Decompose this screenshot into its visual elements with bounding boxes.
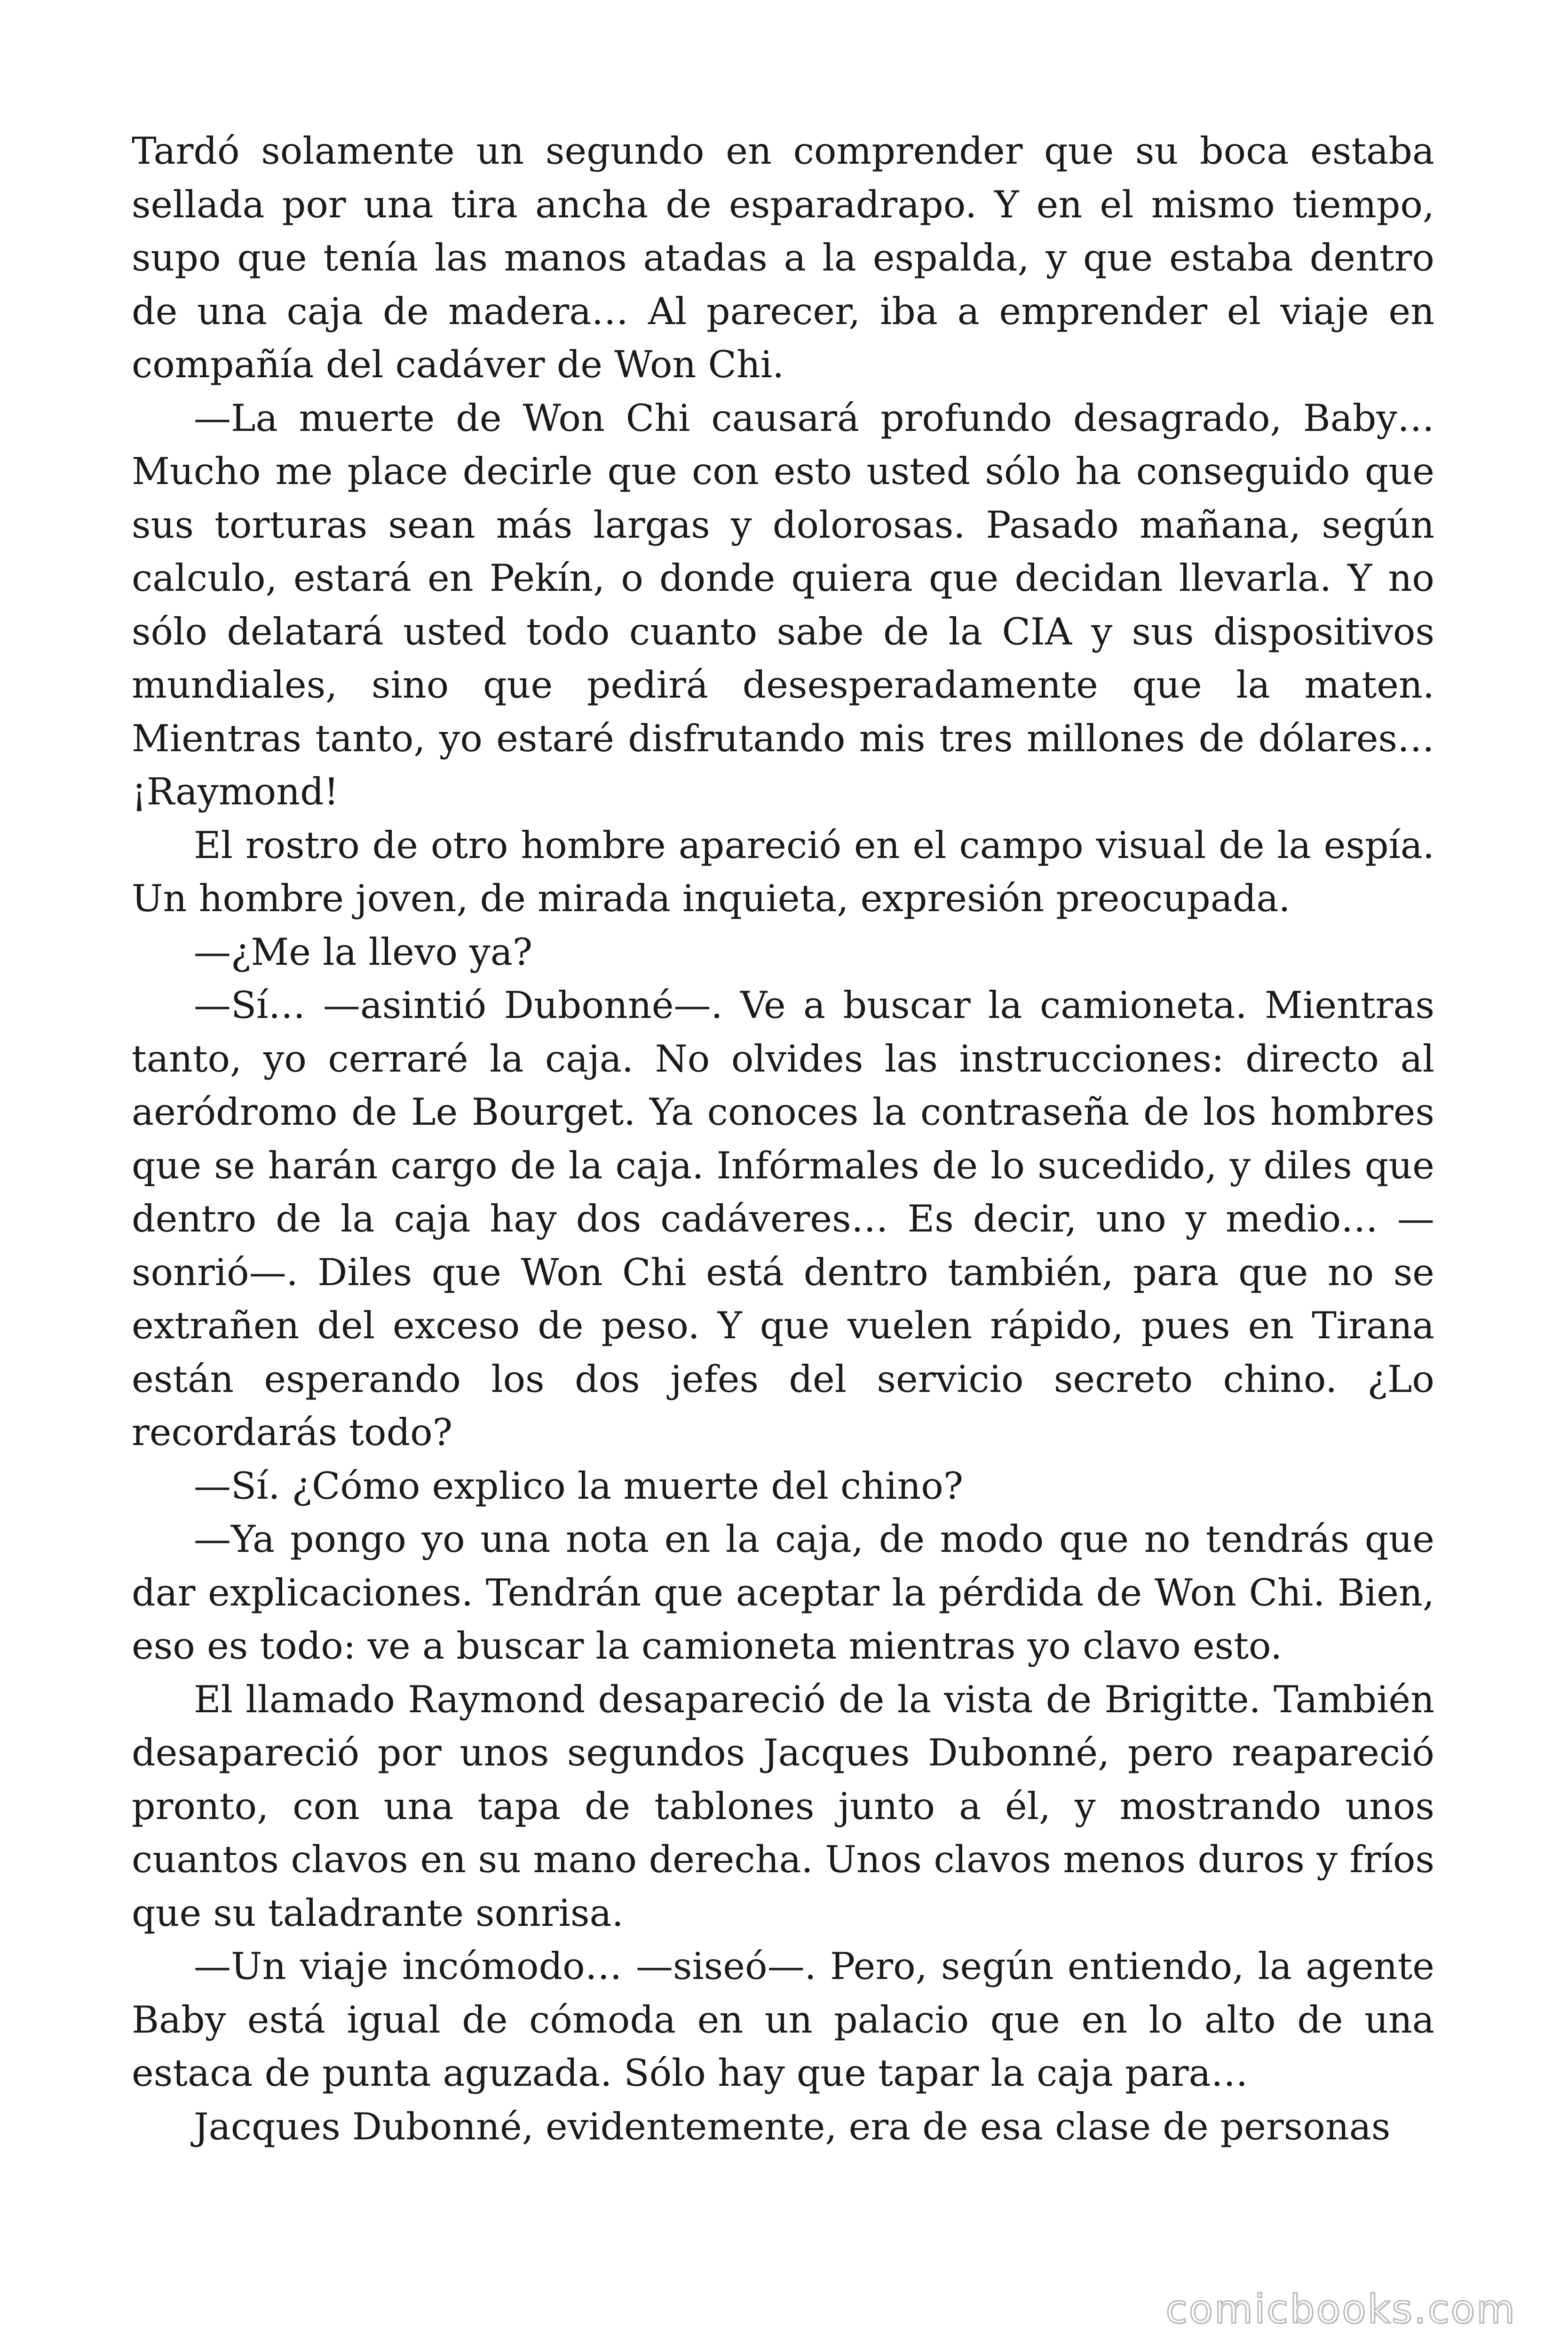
paragraph: —La muerte de Won Chi causará profundo desagrado, Baby… Mucho me place decirle que con esto usted sólo ha conseguido que sus torturas sean más largas y dolorosas. Pasado mañana, según calculo, estará en Pekín, o donde quiera que decidan llevarla. Y no sólo delatará usted todo cuanto sabe de la CIA y sus dispositivos mundiales, sino que pedirá desesperadamente que la maten. Mientras tanto, yo estaré disfrutando mis tres millones de dólares… ¡Raymond! — [132, 396, 1434, 813]
paragraph: El llamado Raymond desapareció de la vista de Brigitte. También desapareció por unos segundos Jacques Dubonné, pero reapareció pronto, con una tapa de tablones junto a él, y mostrando unos cuantos clavos en su mano derecha. Unos clavos menos duros y fríos que su taladrante sonrisa. — [132, 1677, 1434, 1935]
watermark-logo: comicbooks.com — [1165, 2286, 1516, 2332]
paragraph: El rostro de otro hombre apareció en el campo visual de la espía. Un hombre joven, de mirada inquieta, expresión preocupada. — [132, 823, 1434, 920]
paragraph: —Un viaje incómodo… —siseó—. Pero, según entiendo, la agente Baby está igual de cómoda en un palacio que en lo alto de una estaca de punta aguzada. Sólo hay que tapar la caja para… — [132, 1945, 1434, 2095]
paragraph: Tardó solamente un segundo en comprender que su boca estaba sellada por una tira ancha de esparadrapo. Y en el mismo tiempo, supo que tenía las manos atadas a la espalda, y que estaba dentro de una caja de madera… Al parecer, iba a emprender el viaje en compañía del cadáver de Won Chi. — [132, 129, 1434, 386]
paragraph: —Sí. ¿Cómo explico la muerte del chino? — [194, 1464, 964, 1508]
paragraph: —¿Me la llevo ya? — [194, 930, 533, 974]
paragraph: —Sí… —asintió Dubonné—. Ve a buscar la camioneta. Mientras tanto, yo cerraré la caja. No olvides las instrucciones: directo al aeródromo de Le Bourget. Ya conoces la contraseña de los hombres que se harán cargo de la caja. Infórmales de lo sucedido, y diles que dentro de la caja hay dos cadáveres… Es decir, uno y medio… —sonrió—. Diles que Won Chi está dentro también, para que no se extrañen del exceso de peso. Y que vuelen rápido, pues en Tirana están esperando los dos jefes del servicio secreto chino. ¿Lo recordarás todo? — [132, 984, 1434, 1454]
paragraph: Jacques Dubonné, evidentemente, era de esa clase de personas — [194, 2105, 1391, 2148]
paragraph: —Ya pongo yo una nota en la caja, de modo que no tendrás que dar explicaciones. Tendrán que aceptar la pérdida de Won Chi. Bien, eso es todo: ve a buscar la camioneta mientras yo clavo esto. — [132, 1518, 1434, 1668]
page-text-body — [132, 125, 1434, 2153]
